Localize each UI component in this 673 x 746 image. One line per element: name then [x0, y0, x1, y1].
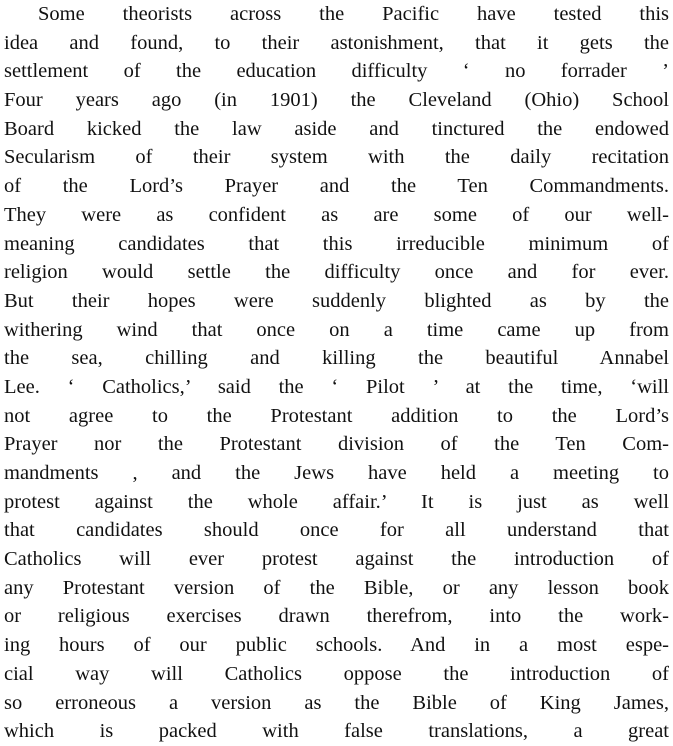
text-line: idea and found, to their astonishment, that it gets the — [4, 31, 669, 54]
text-line: or religious exercises drawn therefrom, into the work- — [4, 605, 669, 628]
text-line: religion would settle the difficulty once and for ever. — [4, 261, 669, 284]
text-line: withering wind that once on a time came up from — [4, 318, 669, 341]
text-line: Board kicked the law aside and tinctured the endowed — [4, 117, 669, 140]
text-line: Prayer nor the Protestant division of the Ten Com- — [4, 433, 669, 456]
text-line: of the Lord’s Prayer and the Ten Commandments. — [4, 175, 669, 198]
text-line: But their hopes were suddenly blighted as by the — [4, 289, 669, 312]
text-line: that candidates should once for all understand that — [4, 519, 669, 542]
text-line: Some theorists across the Pacific have tested this — [38, 3, 669, 25]
text-line: Catholics will ever protest against the introduction of — [4, 548, 669, 571]
text-line: Lee. ‘ Catholics,’ said the ‘ Pilot ’ at the time, ‘will — [4, 375, 669, 398]
text-line: Secularism of their system with the daily recitation — [4, 146, 669, 169]
text-line: settlement of the education difficulty ‘ no forrader ’ — [4, 60, 669, 83]
text-line: cial way will Catholics oppose the introduction of — [4, 662, 669, 685]
text-line: They were as confident as are some of our well- — [4, 203, 669, 226]
text-line: Four years ago (in 1901) the Cleveland (Ohio) School — [4, 89, 669, 112]
text-line: which is packed with false translations, a great — [4, 720, 669, 743]
text-line: protest against the whole affair.’ It is just as well — [4, 490, 669, 513]
text-line: meaning candidates that this irreducible minimum of — [4, 232, 669, 255]
text-line: so erroneous a version as the Bible of King James, — [4, 691, 669, 714]
article-text-column — [4, 0, 669, 746]
text-line: the sea, chilling and killing the beautiful Annabel — [4, 347, 669, 370]
text-line: mandments , and the Jews have held a meeting to — [4, 462, 669, 484]
text-line: ing hours of our public schools. And in a most espe- — [4, 634, 669, 657]
text-line: any Protestant version of the Bible, or any lesson book — [4, 576, 669, 599]
text-line: not agree to the Protestant addition to the Lord’s — [4, 404, 669, 427]
